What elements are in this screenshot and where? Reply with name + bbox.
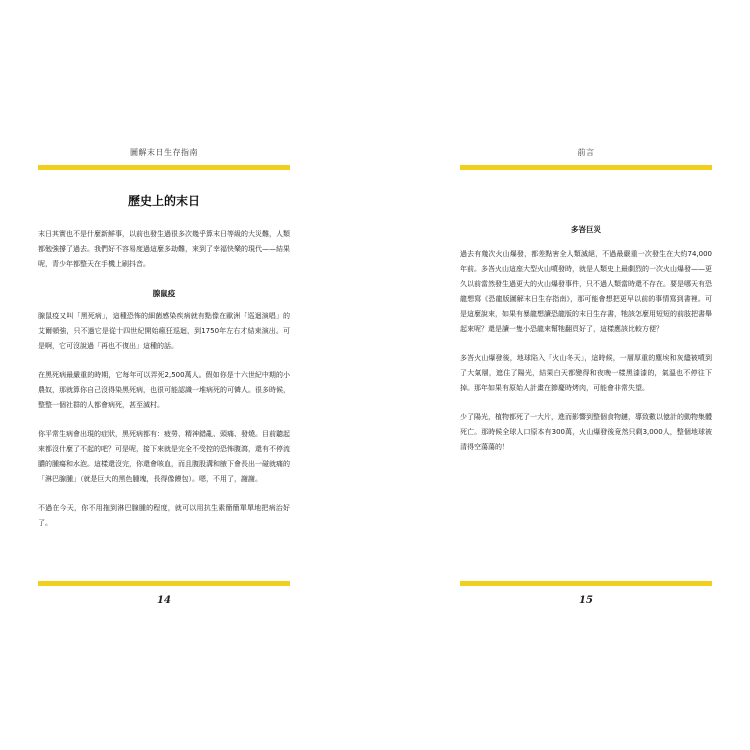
intro-paragraph: 末日其實也不是什麼新鮮事，以前也發生過很多次幾乎算末日等級的大災難，人類都勉強撐了過去。我們好不容易度過這麼多劫難，來到了幸福快樂的現代——結果呢，青少年都整天在手機上刷抖音。 (38, 230, 290, 268)
body-paragraph: 多峇火山爆發後，地球陷入「火山冬天」，這時候，一層厚重的塵埃和灰燼被噴到了大氣層，遮住了陽光，結果白天都變得和夜晚一樣黑漆漆的，氣溫也不停往下掉。那年如果有原始人計畫在節慶時烤肉，可能會非常失望。 (460, 354, 712, 392)
bottom-rule-left (38, 581, 290, 586)
bottom-rule-right (460, 581, 712, 586)
page-number-right: 15 (579, 595, 593, 606)
running-head-left: 圖解末日生存指南 (130, 148, 198, 157)
body-paragraph: 在黑死病最嚴重的時期，它每年可以弄死2,500萬人。假如你是十六世紀中期的小農奴，那就算你自己沒得染黑死病，也很可能認識一堆病死的可憐人。很多時候，整整一個社群的人都會病死，甚至滅村。 (38, 371, 290, 409)
body-paragraph: 你平常生病會出現的症狀，黑死病都有：疲勞、精神錯亂、頭痛、發燒。目前聽起來都沒什麼了不起的吧？可是呢，接下來就是完全不受控的恐怖腹瀉，還有不停流膿的腫瘍和水泡。這樣還沒完，你還會咳血，而且腹股溝和腋下會長出一碰就痛的「淋巴腺腫」（就是巨大的黑色腫塊，長得像饅包）。嗯，不用了，謝謝。 (38, 430, 290, 483)
body-paragraph: 腺鼠疫又叫「黑死病」，這種恐怖的細菌感染疾病就有點像在歐洲「巡迴演唱」的艾爾頓強，只不過它是從十四世紀開始瘋狂巡迴，到1750年左右才結束演出。可是啊，它可沒說過「再也不復出」這種的話。 (38, 312, 290, 350)
section-heading-toba: 多峇巨災 (571, 225, 601, 234)
right-page (460, 0, 712, 750)
top-rule-left (38, 165, 290, 170)
section-heading-plague: 腺鼠疫 (152, 289, 176, 298)
chapter-title: 歷史上的末日 (127, 194, 200, 208)
page-number-left: 14 (157, 595, 171, 606)
left-page-content (38, 192, 290, 545)
top-rule-right (460, 165, 712, 170)
left-page (38, 0, 290, 750)
running-head-right: 前言 (577, 148, 595, 157)
right-page-content (460, 224, 712, 469)
body-paragraph: 少了陽光，植物都死了一大片，進而影響到整個食物鏈，導致數以億計的動物集體死亡。那時候全球人口原本有300萬，火山爆發後竟然只剩3,000人，整個地球被清得空蕩蕩的！ (460, 413, 712, 451)
body-paragraph: 過去有幾次火山爆發，都差點害全人類滅絕，不過最嚴重一次發生在大約74,000年前。多峇火山這座大型火山噴發時，就是人類史上最劇烈的一次火山爆發——更久以前當然發生過更大的火山爆發事件，只不過人類當時還不存在。要是哪天有恐龍想寫《恐龍版圖解末日生存指南》，那可能會想把更早以前的事情寫到書裡。可是這麼說來，如果有暴龍想讀恐龍版的末日生存書，牠該怎麼用短短的前肢把書舉起來呢？還是讀一隻小恐龍來幫牠翻頁好了，這樣應該比較方便？ (460, 250, 712, 333)
body-paragraph: 不過在今天，你不用拖到淋巴腺腫的程度，就可以用抗生素簡簡單單地把病治好了。 (38, 504, 290, 527)
